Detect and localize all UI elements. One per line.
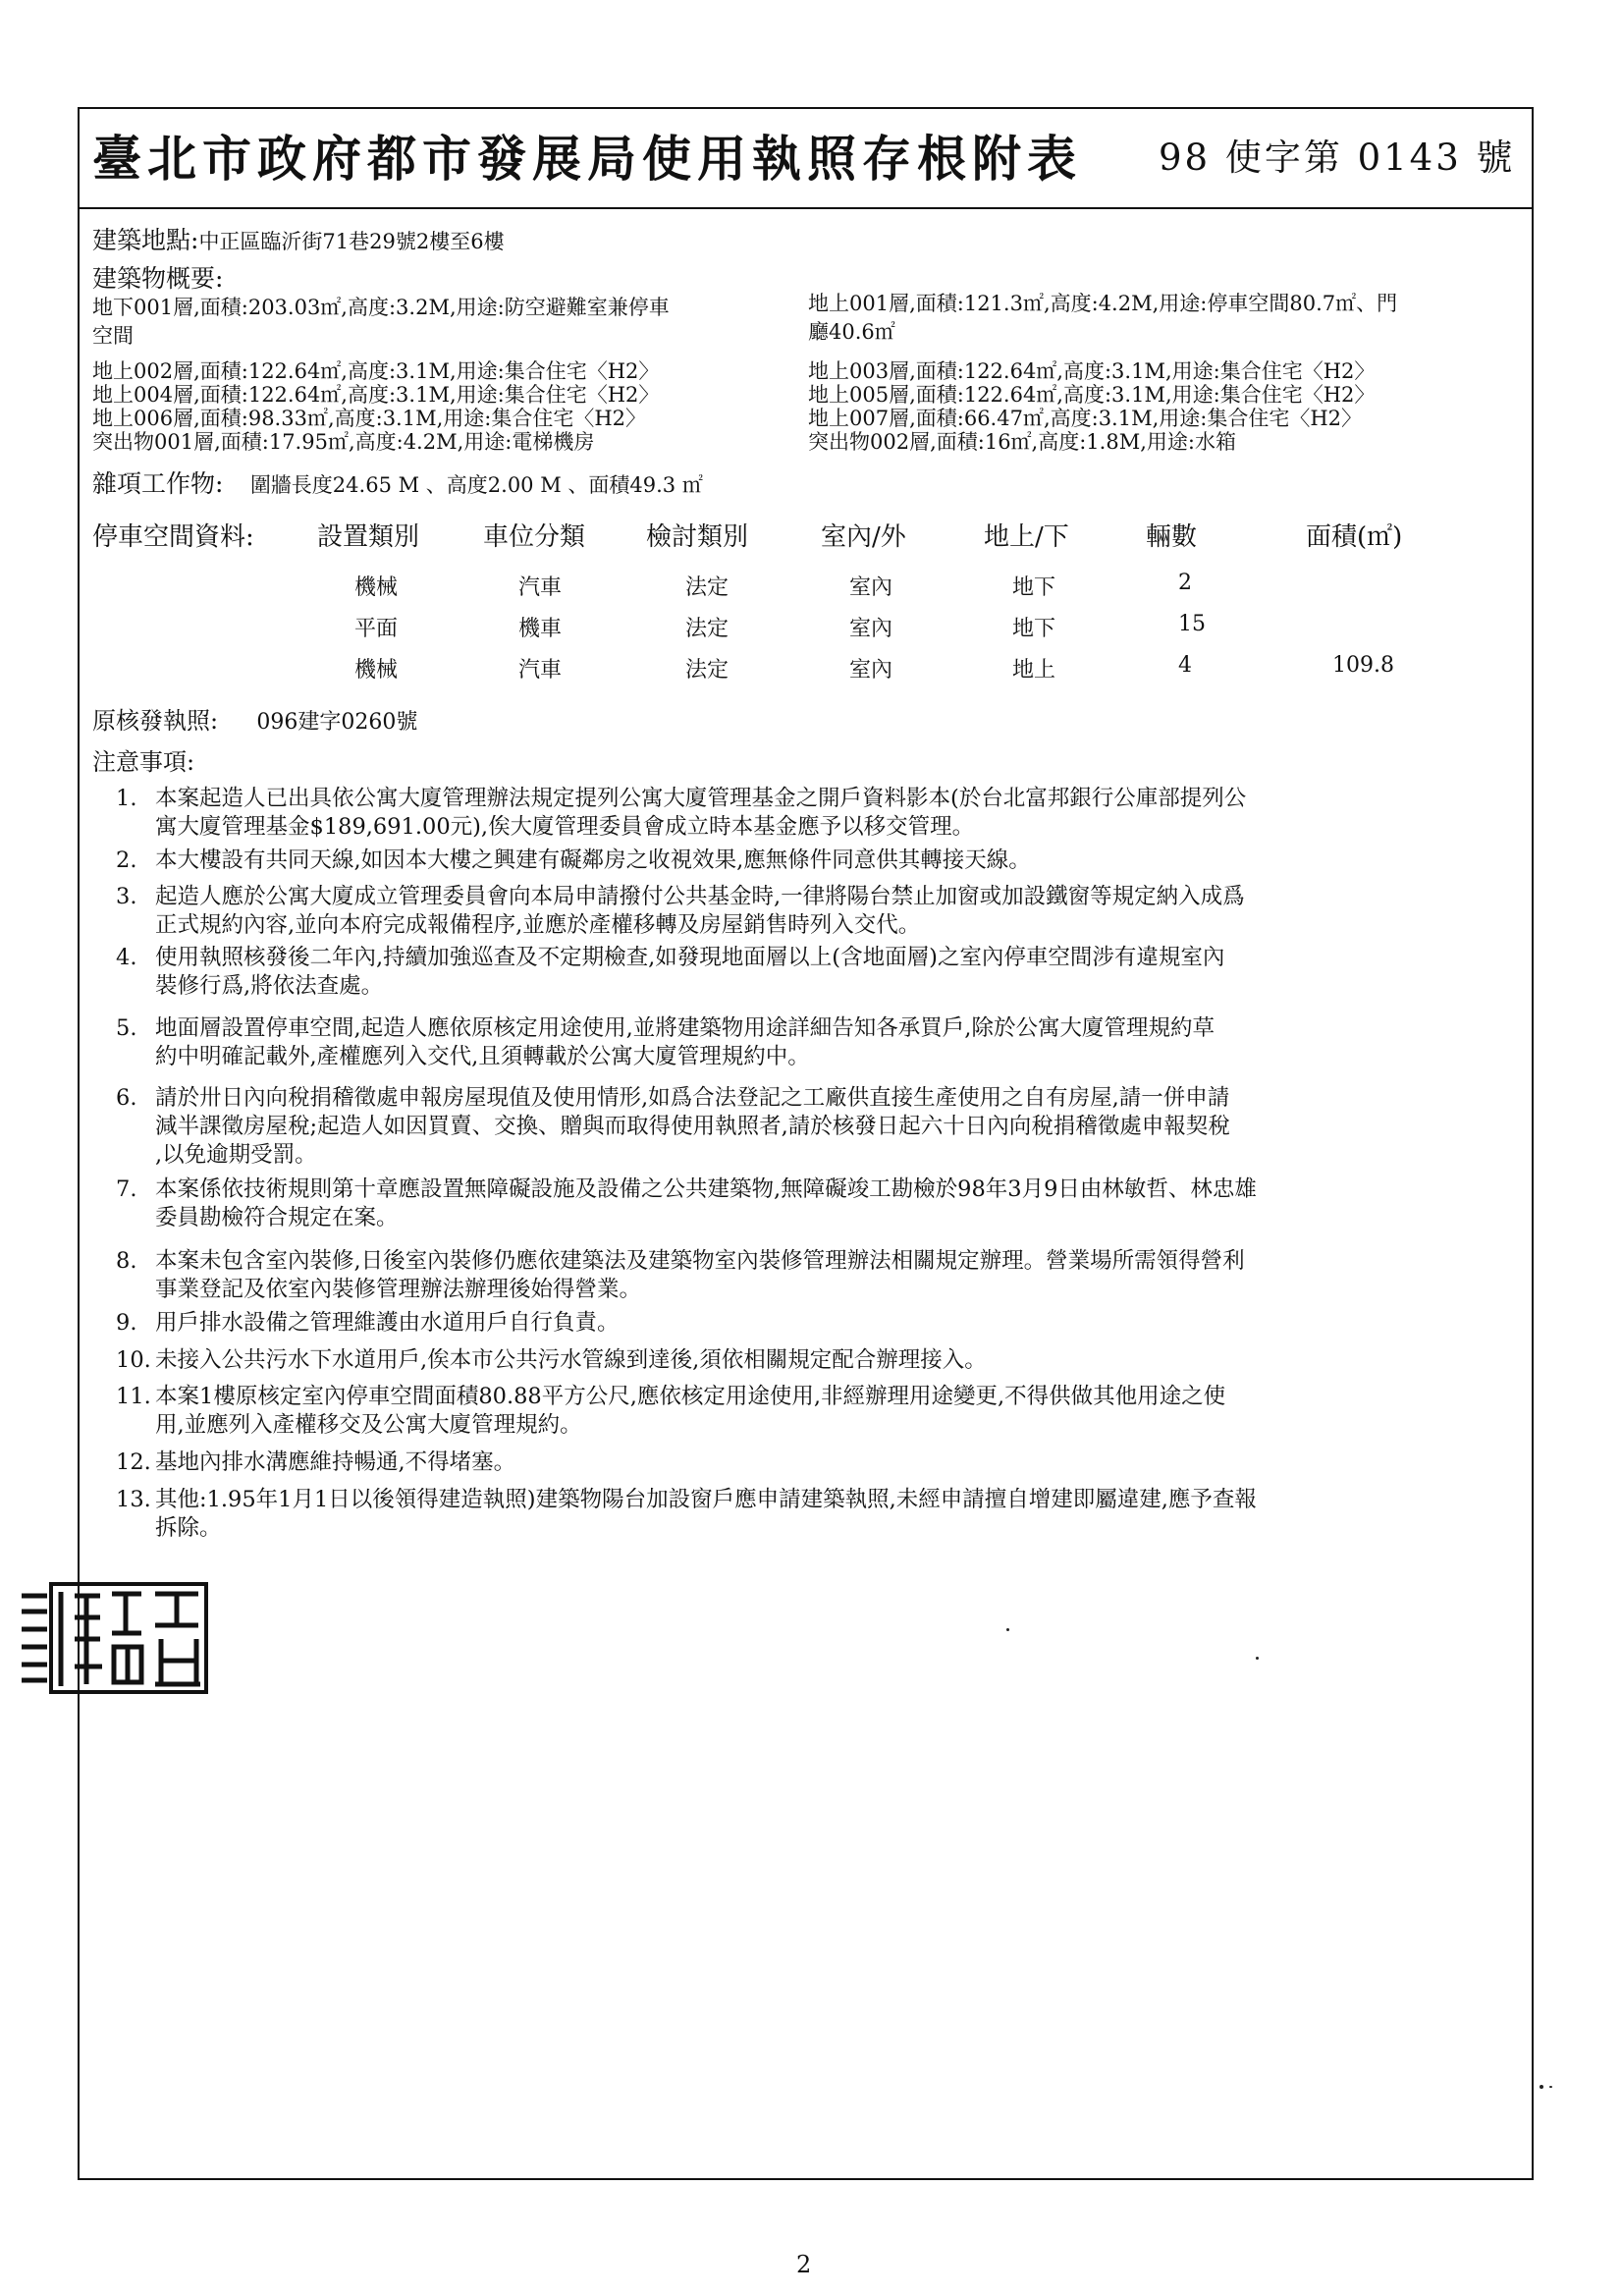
overview-left-1: 空間 [92,324,134,348]
note-text: 未接入公共污水下水道用戶,俟本市公共污水管線到達後,須依相關規定配合辦理接入。 [155,1347,987,1373]
note-number: 12. [116,1449,151,1475]
note-number: 8. [116,1248,137,1274]
note-text: 委員勘檢符合規定在案。 [155,1205,399,1230]
site-row [92,226,505,254]
title-divider [78,207,1534,209]
overview-left-2: 地上002層,面積:122.64㎡,高度:3.1M,用途:集合住宅〈H2〉 [92,359,660,383]
parking-cell: 地下 [1012,575,1056,600]
note-text: 正式規約內容,並向本府完成報備程序,並應於產權移轉及房屋銷售時列入交代。 [155,912,921,938]
note-text: 用戶排水設備之管理維護由水道用戶自行負責。 [155,1310,620,1336]
parking-cell: 地下 [1012,617,1056,641]
page-number: 2 [796,2251,812,2278]
notes-label: 注意事項: [92,748,195,776]
original-license-value: 096建字0260號 [256,710,418,735]
overview-right-2: 地上003層,面積:122.64㎡,高度:3.1M,用途:集合住宅〈H2〉 [808,359,1376,383]
note-number: 2. [116,847,137,873]
misc-row [92,469,703,498]
overview-left-5: 突出物001層,面積:17.95㎡,高度:4.2M,用途:電梯機房 [92,430,595,454]
document-title: 臺北市政府都市發展局使用執照存根附表 [92,130,1082,188]
note-text: 地面層設置停車空間,起造人應依原核定用途使用,並將建築物用途詳細告知各承買戶,除於公寓大廈管理規約草 [155,1015,1215,1041]
overview-right-3: 地上005層,面積:122.64㎡,高度:3.1M,用途:集合住宅〈H2〉 [808,383,1376,407]
parking-cell: 機車 [518,617,563,641]
note-text: ,以免逾期受罰。 [155,1142,317,1168]
misc-label: 雜項工作物: [92,469,224,498]
parking-cell: 室內 [849,658,893,683]
parking-cell: 室內 [849,617,893,641]
parking-cell: 109.8 [1332,653,1394,678]
parking-cell: 2 [1178,571,1192,595]
note-text: 用,並應列入產權移交及公寓大廈管理規約。 [155,1412,582,1438]
overview-left-4: 地上006層,面積:98.33㎡,高度:3.1M,用途:集合住宅〈H2〉 [92,407,647,430]
note-number: 11. [116,1384,151,1409]
note-text: 起造人應於公寓大廈成立管理委員會向本局申請撥付公共基金時,一律將陽台禁止加窗或加設鐵窗等規定納入成爲 [155,884,1245,909]
note-text: 基地內排水溝應維持暢通,不得堵塞。 [155,1449,516,1475]
note-text: 本案未包含室內裝修,日後室內裝修仍應依建築法及建築物室內裝修管理辦法相關規定辦理。營業場所需領得營利 [155,1248,1245,1274]
scan-speck [1256,1657,1259,1660]
note-number: 13. [116,1487,151,1512]
parking-cell: 15 [1178,612,1206,636]
original-license-row [92,709,417,735]
note-text: 拆除。 [155,1515,222,1541]
parking-cell: 機械 [354,658,399,683]
seal-icon [18,1578,210,1698]
parking-col-2: 檢討類別 [646,522,749,552]
parking-col-5: 輛數 [1146,522,1198,552]
parking-cell: 4 [1178,653,1192,678]
scan-speck [1540,2085,1543,2089]
parking-cell: 法定 [685,617,729,641]
note-text: 本案起造人已出具依公寓大廈管理辦法規定提列公寓大廈管理基金之開戶資料影本(於台北富邦銀行公庫部提列公 [155,786,1247,811]
parking-col-0: 設置類別 [317,522,420,552]
parking-col-1: 車位分類 [483,522,586,552]
document-number: 98 使字第 0143 號 [1159,137,1516,179]
note-text: 使用執照核發後二年內,持續加強巡查及不定期檢查,如發現地面層以上(含地面層)之室內停車空間涉有違規室內 [155,945,1225,970]
parking-col-4: 地上/下 [984,522,1069,552]
parking-cell: 平面 [354,617,399,641]
site-label: 建築地點: [92,226,199,254]
overview-left-0: 地下001層,面積:203.03㎡,高度:3.2M,用途:防空避難室兼停車 [92,296,670,319]
scan-speck [1549,2086,1552,2088]
official-seal-stamp [18,1578,210,1698]
misc-value: 圍牆長度24.65 M 、高度2.00 M 、面積49.3 ㎡ [249,473,703,497]
overview-right-5: 突出物002層,面積:16㎡,高度:1.8M,用途:水箱 [808,430,1236,454]
note-number: 3. [116,884,137,909]
overview-left-3: 地上004層,面積:122.64㎡,高度:3.1M,用途:集合住宅〈H2〉 [92,383,660,407]
note-number: 4. [116,945,137,970]
overview-label: 建築物概要: [92,264,224,293]
note-number: 1. [116,786,137,811]
note-number: 10. [116,1347,151,1373]
parking-label: 停車空間資料: [92,522,254,552]
note-text: 約中明確記載外,產權應列入交代,且須轉載於公寓大廈管理規約中。 [155,1044,810,1069]
parking-col-3: 室內/外 [821,522,906,552]
parking-cell: 法定 [685,658,729,683]
overview-right-1: 廳40.6㎡ [808,320,895,344]
parking-col-6: 面積(㎡) [1306,522,1403,552]
site-value: 中正區臨沂街71巷29號2樓至6樓 [198,230,505,253]
note-text: 事業登記及依室內裝修管理辦法辦理後始得營業。 [155,1277,642,1302]
note-text: 本大樓設有共同天線,如因本大樓之興建有礙鄰房之收視效果,應無條件同意供其轉接天線。 [155,847,1031,873]
parking-cell: 機械 [354,575,399,600]
overview-right-0: 地上001層,面積:121.3㎡,高度:4.2M,用途:停車空間80.7㎡、門 [808,292,1398,315]
note-number: 9. [116,1310,137,1336]
overview-right-4: 地上007層,面積:66.47㎡,高度:3.1M,用途:集合住宅〈H2〉 [808,407,1363,430]
note-text: 請於卅日內向稅捐稽徵處申報房屋現值及使用情形,如爲合法登記之工廠供直接生產使用之自有房屋,請一併申請 [155,1085,1230,1111]
parking-cell: 法定 [685,575,729,600]
note-text: 裝修行爲,將依法查處。 [155,973,384,999]
note-text: 其他:1.95年1月1日以後領得建造執照)建築物陽台加設窗戶應申請建築執照,未經申請擅自增建即屬違建,應予查報 [155,1487,1257,1512]
note-text: 寓大廈管理基金$189,691.00元),俟大廈管理委員會成立時本基金應予以移交管理。 [155,814,975,840]
note-number: 5. [116,1015,137,1041]
parking-cell: 汽車 [518,658,563,683]
note-text: 本案1樓原核定室內停車空間面積80.88平方公尺,應依核定用途使用,非經辦理用途變更,不得供做其他用途之使 [155,1384,1226,1409]
note-number: 6. [116,1085,137,1111]
original-license-label: 原核發執照: [92,707,219,735]
parking-cell: 汽車 [518,575,563,600]
note-text: 減半課徵房屋稅;起造人如因買賣、交換、贈與而取得使用執照者,請於核發日起六十日內向稅捐稽徵處申報契稅 [155,1114,1230,1139]
note-number: 7. [116,1176,137,1202]
note-text: 本案係依技術規則第十章應設置無障礙設施及設備之公共建築物,無障礙竣工勘檢於98年3月9日由林敏哲、林忠雄 [155,1176,1257,1202]
parking-cell: 室內 [849,575,893,600]
parking-cell: 地上 [1012,658,1056,683]
scan-speck [1006,1628,1009,1631]
